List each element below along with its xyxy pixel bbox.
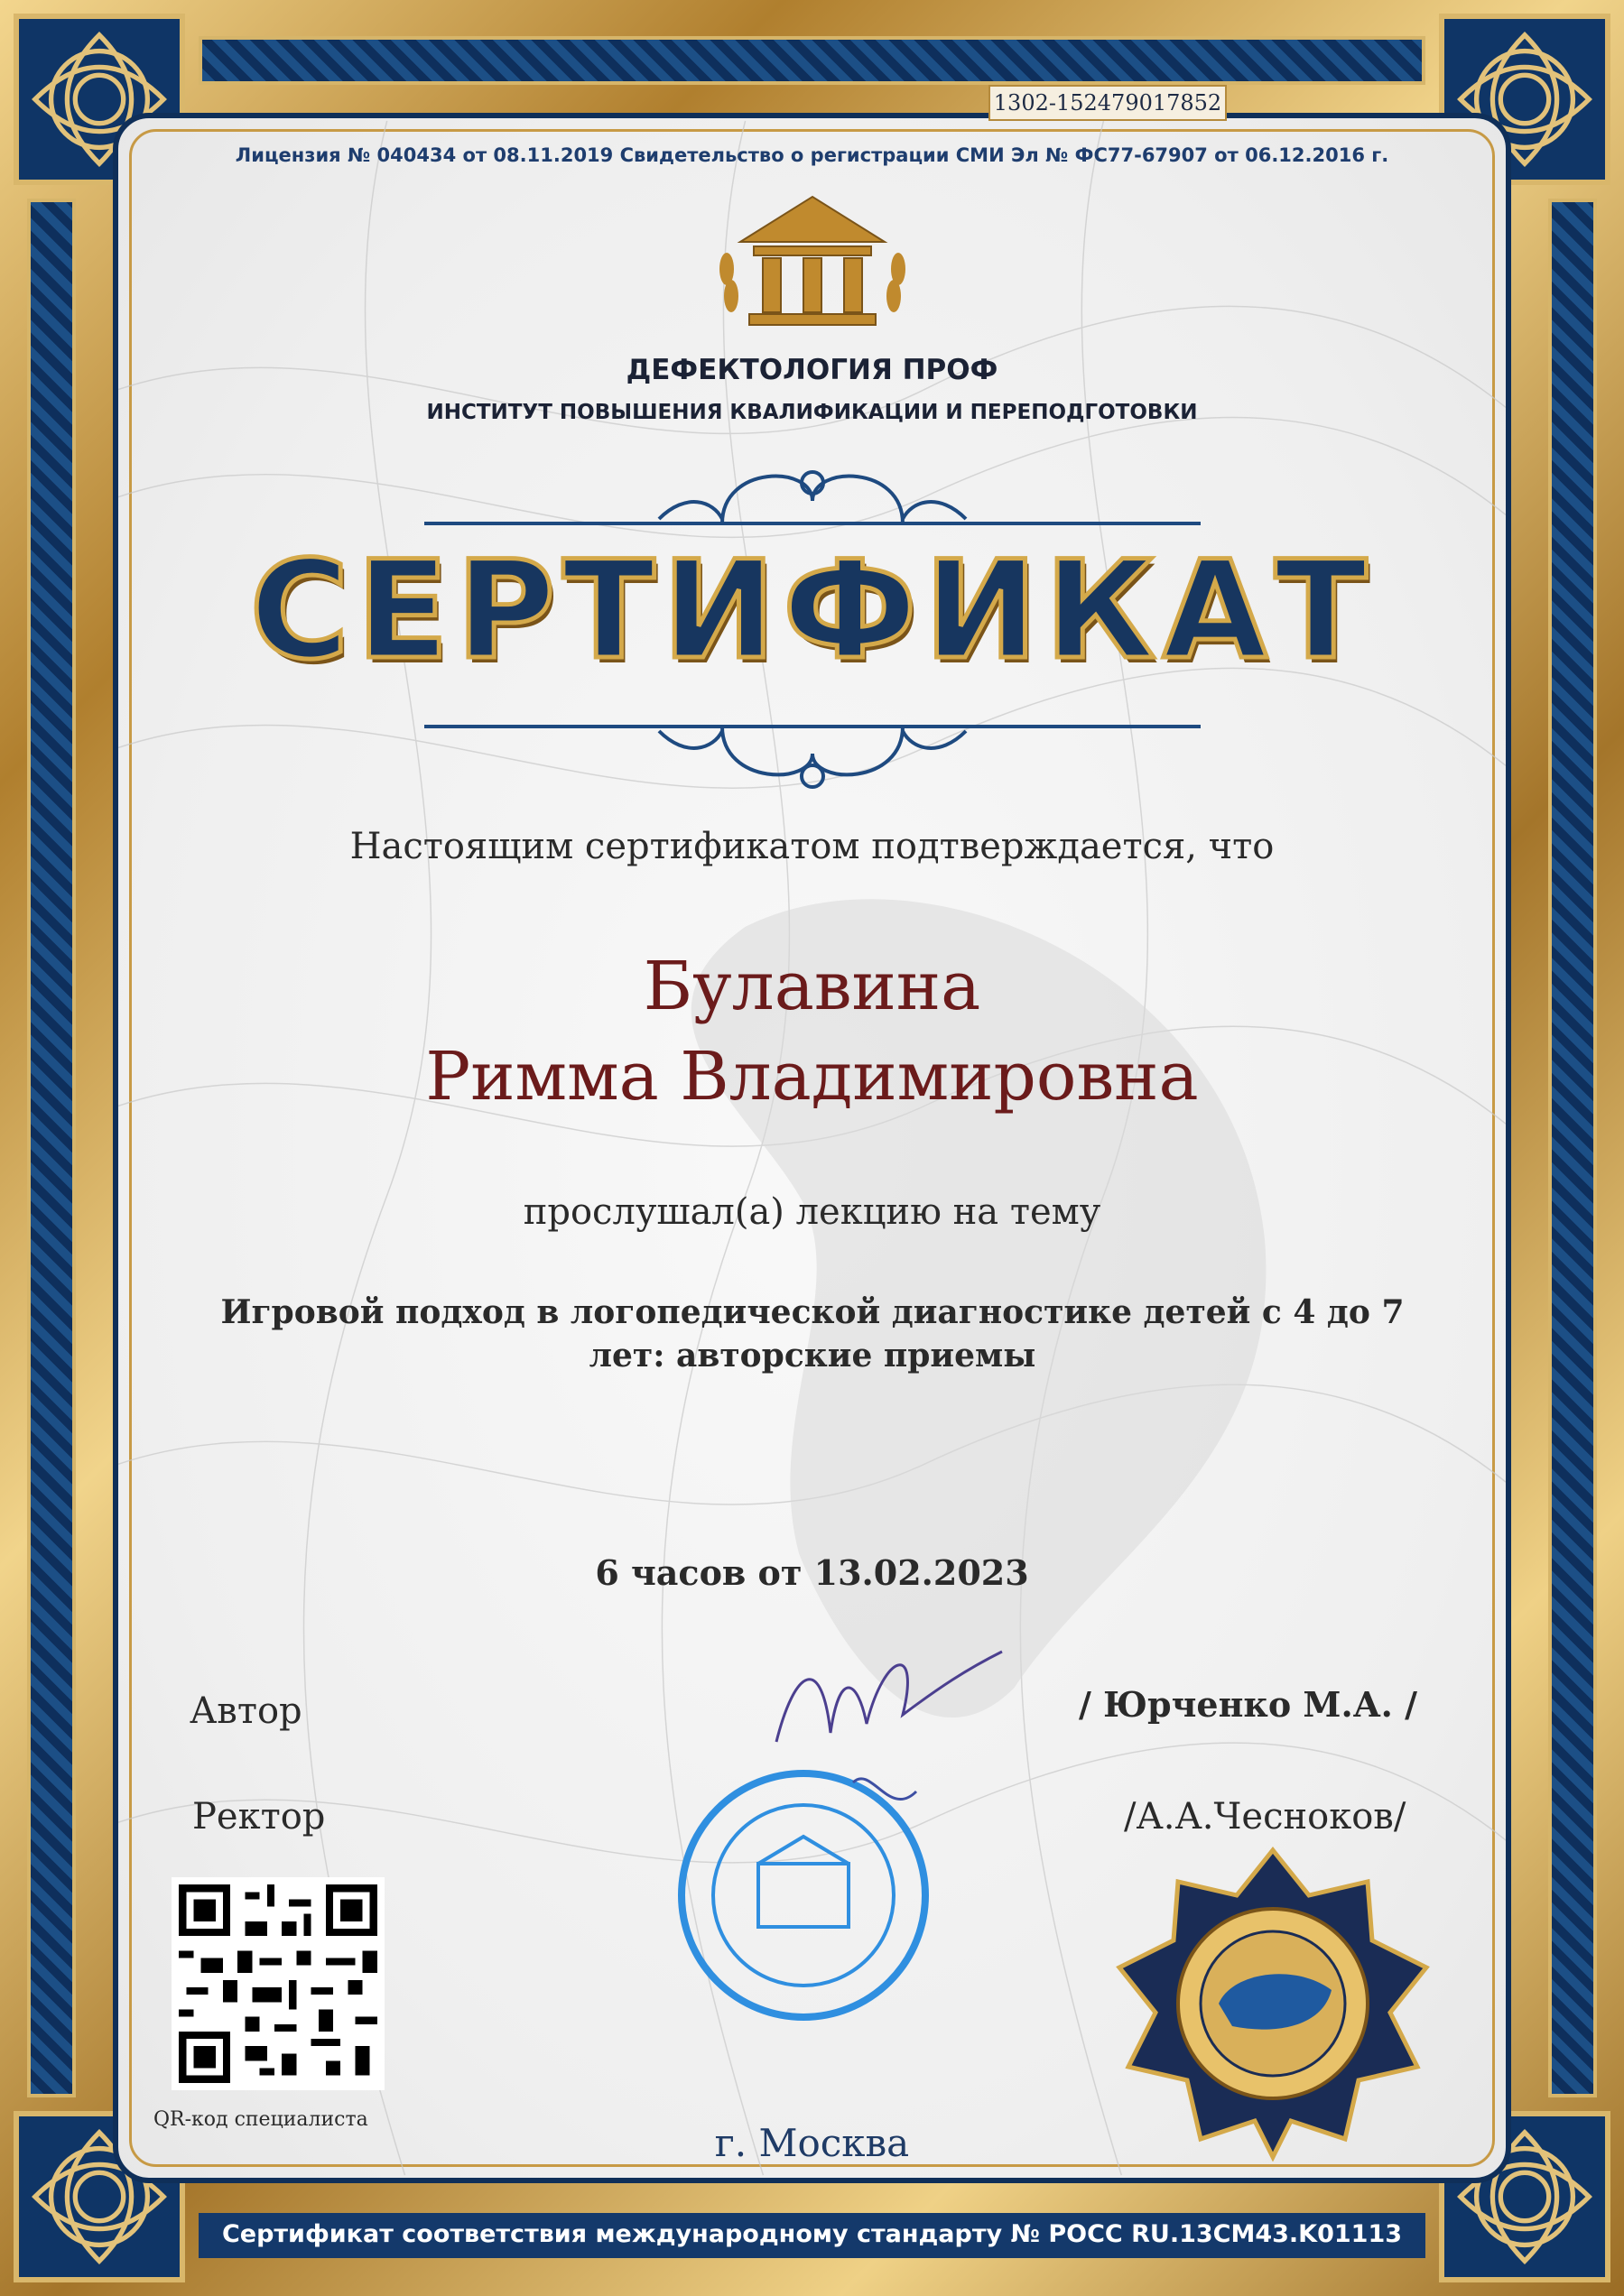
organization-name: ДЕФЕКТОЛОГИЯ ПРОФ [626, 354, 998, 386]
rector-role: Ректор [192, 1796, 326, 1838]
qr-code [172, 1877, 385, 2090]
license-line: Лицензия № 040434 от 08.11.2019 Свидетельство о регистрации СМИ Эл № ФС77-67907 от 06.12.2016 г. [235, 144, 1389, 166]
listened-text: прослушал(а) лекцию на тему [523, 1191, 1101, 1233]
city: г. Москва [714, 2121, 910, 2165]
recipient-given-names: Римма Владимировна [425, 1038, 1199, 1116]
organization-subtitle: ИНСТИТУТ ПОВЫШЕНИЯ КВАЛИФИКАЦИИ И ПЕРЕПОДГОТОВКИ [426, 401, 1198, 424]
qr-caption: QR-код специалиста [153, 2108, 368, 2131]
hours-and-date: 6 часов от 13.02.2023 [595, 1552, 1029, 1593]
registry-seal [1115, 1846, 1431, 2162]
footer-standard: Сертификат соответствия международному стандарту № РОСС RU.13CM43.K01113 [221, 2220, 1403, 2248]
author-signature [758, 1616, 1011, 1769]
institute-stamp [673, 1764, 934, 2026]
recipient-surname: Булавина [643, 948, 981, 1025]
rector-name: /А.А.Чесноков/ [1124, 1796, 1406, 1838]
top-ornament [424, 447, 1201, 546]
author-role: Автор [190, 1690, 302, 1732]
certificate-title: СЕРТИФИКАТ [249, 532, 1375, 690]
right-border-stripe [1548, 199, 1597, 2097]
bottom-ornament [424, 713, 1201, 812]
serial-number: 1302-152479017852 [988, 85, 1227, 121]
left-border-stripe [27, 199, 76, 2097]
author-name: / Юрченко М.А. / [1079, 1684, 1417, 1725]
lecture-topic: Игровой подход в логопедической диагностике детей с 4 до 7 лет: авторские приемы [220, 1293, 1405, 1375]
intro-text: Настоящим сертификатом подтверждается, что [349, 826, 1275, 867]
institute-logo [704, 188, 921, 341]
top-border-stripe [199, 36, 1425, 85]
